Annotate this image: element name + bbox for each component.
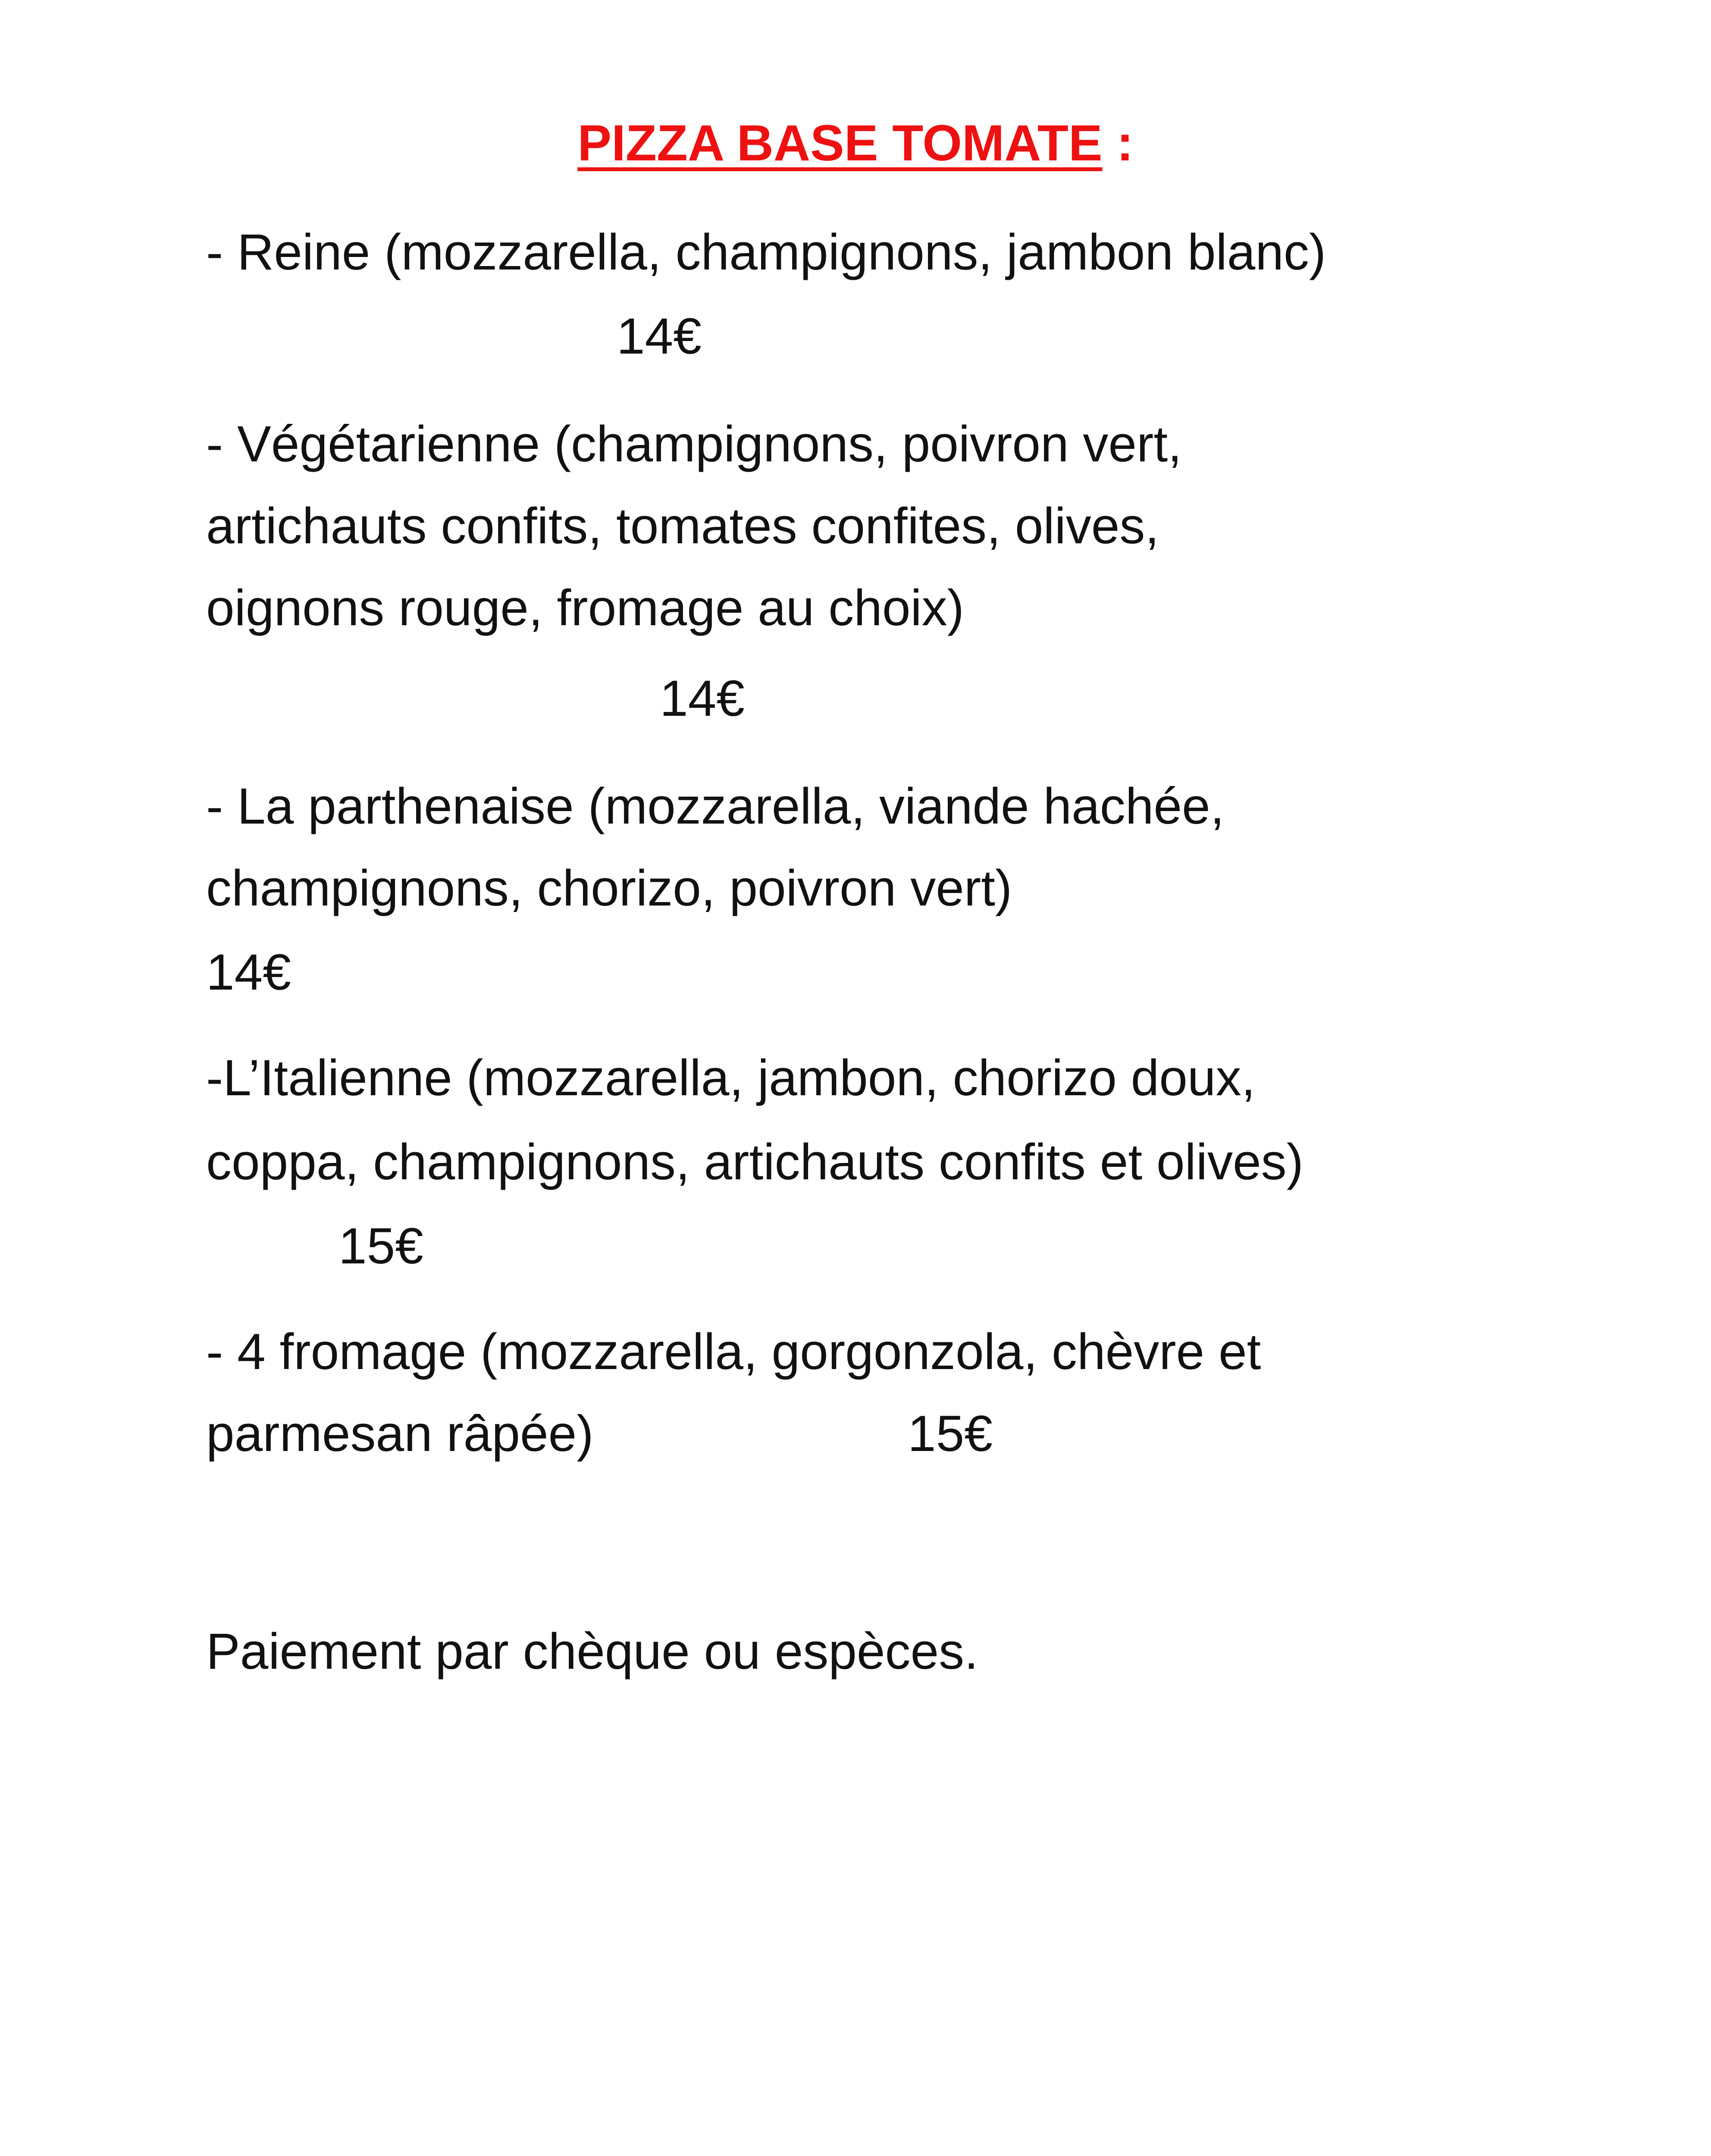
menu-title-colon: : xyxy=(1102,115,1134,172)
pizza-vegetarienne-price: 14€ xyxy=(660,670,745,727)
pizza-vegetarienne-line-3: oignons rouge, fromage au choix) xyxy=(206,580,964,636)
pizza-parthenaise-price: 14€ xyxy=(206,944,291,1001)
pizza-italienne-line-1: -L’Italienne (mozzarella, jambon, chorizo doux, xyxy=(206,1050,1256,1106)
menu-title-text: PIZZA BASE TOMATE xyxy=(577,115,1103,172)
menu-title xyxy=(0,113,1711,173)
pizza-vegetarienne-line-1: - Végétarienne (champignons, poivron vert, xyxy=(206,416,1182,473)
pizza-vegetarienne-line-2: artichauts confits, tomates confites, olives, xyxy=(206,498,1159,555)
pizza-4-fromage-price: 15€ xyxy=(908,1405,993,1462)
pizza-reine-line-1: - Reine (mozzarella, champignons, jambon blanc) xyxy=(206,224,1326,281)
pizza-italienne-line-2: coppa, champignons, artichauts confits et olives) xyxy=(206,1134,1304,1191)
pizza-4-fromage-line-2: parmesan râpée) xyxy=(206,1405,594,1462)
pizza-4-fromage-line-1: - 4 fromage (mozzarella, gorgonzola, chèvre et xyxy=(206,1323,1261,1380)
pizza-parthenaise-line-1: - La parthenaise (mozzarella, viande hachée, xyxy=(206,778,1225,835)
pizza-italienne-price: 15€ xyxy=(338,1218,423,1275)
payment-note: Paiement par chèque ou espèces. xyxy=(206,1623,978,1680)
pizza-reine-price: 14€ xyxy=(617,308,702,365)
pizza-parthenaise-line-2: champignons, chorizo, poivron vert) xyxy=(206,860,1012,917)
